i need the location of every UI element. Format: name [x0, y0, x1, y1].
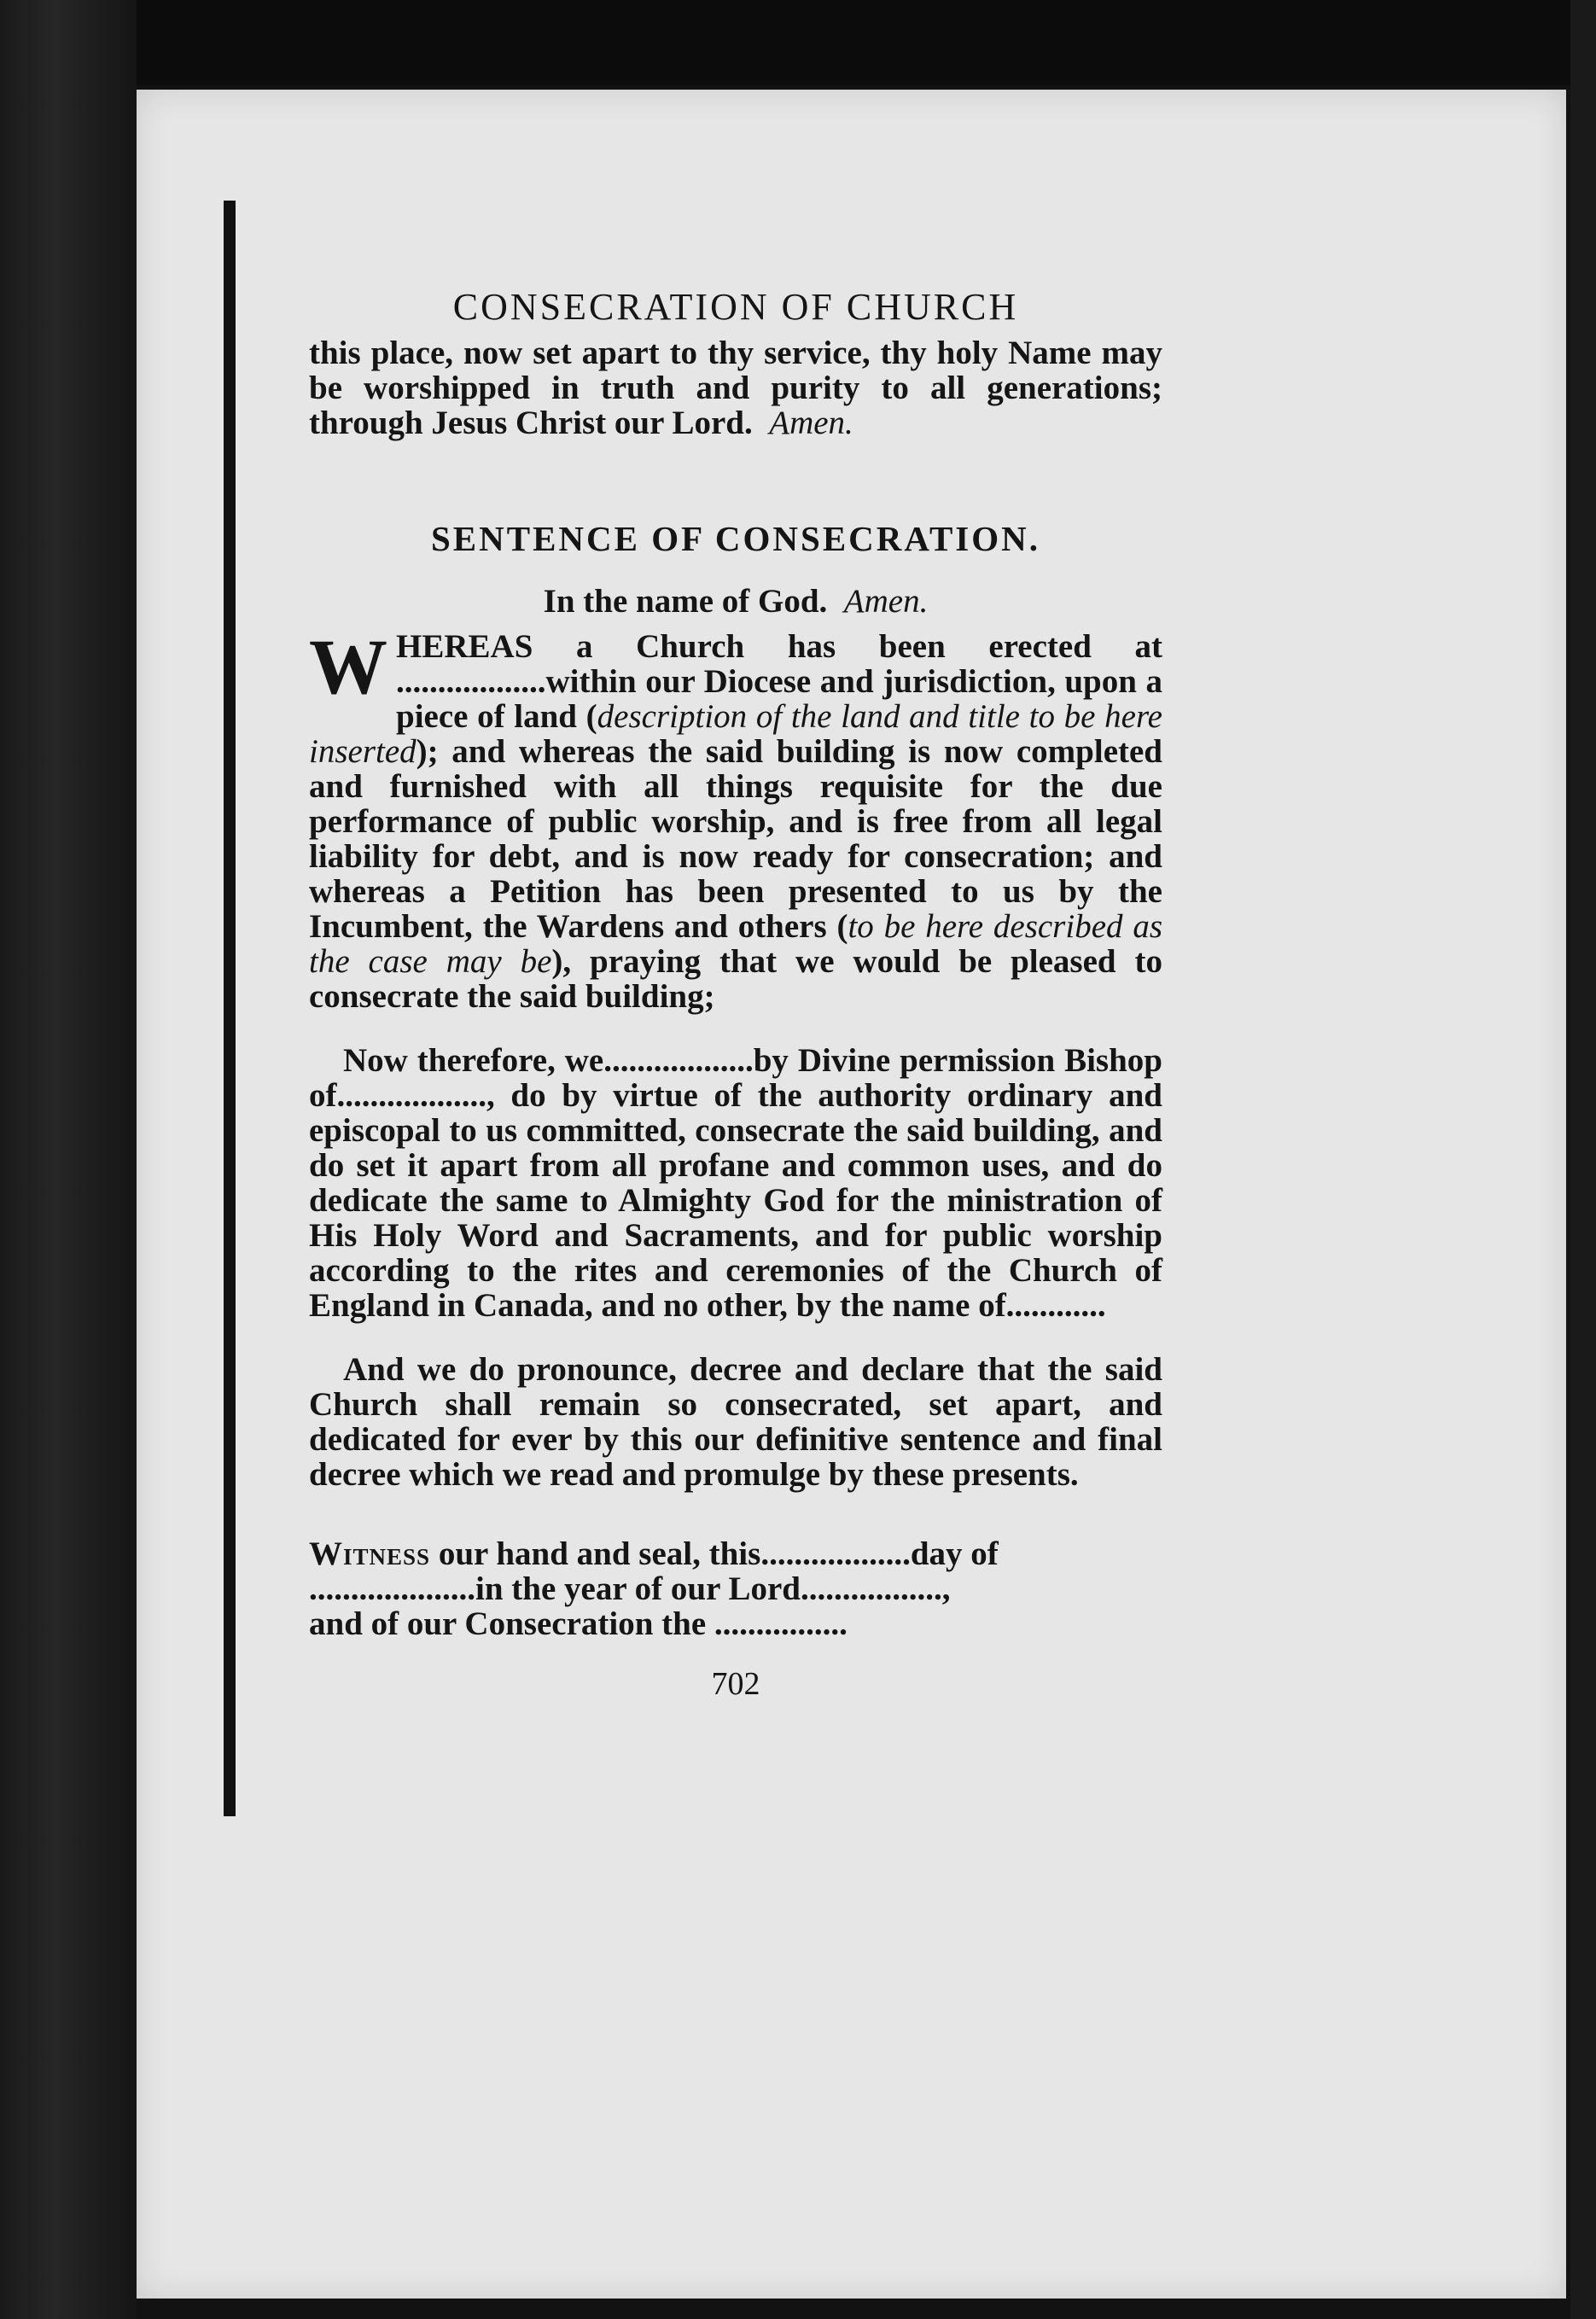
- whereas-text-b: ); and whereas the said building is now completed and furnished with all things requisite for the due performance of public worship, and is free from all legal liability for debt, and is now ready for consecration; and whereas a Petition has been presented to us by the Incumbent, the Wardens and others (: [309, 733, 1162, 945]
- invocation-text: In the name of God.: [543, 583, 828, 620]
- pronounce-paragraph: And we do pronounce, decree and declare that the said Church shall remain so consecrated, set apart, and dedicated for ever by this our definitive sentence and final decree which we read and promulge by these presents.: [309, 1351, 1162, 1493]
- witness-line-3: and of our Consecration the ................: [309, 1605, 848, 1642]
- running-head: CONSECRATION OF CHURCH: [452, 286, 1019, 328]
- page-number: 702: [711, 1666, 760, 1702]
- opening-amen: Amen.: [769, 405, 853, 441]
- whereas-italic-description: description of the land and title to be here inserted: [309, 698, 1162, 770]
- witness-block: [309, 1536, 1162, 1641]
- section-title: SENTENCE OF CONSECRATION.: [430, 519, 1041, 558]
- witness-line-1: [309, 1536, 1162, 1571]
- invocation: [309, 584, 1162, 619]
- whereas-text-c: ), praying that we would be pleased to consecrate the said building;: [309, 943, 1162, 1015]
- whereas-text-a: HEREAS a Church has been erected at ..................within our Diocese and jurisdiction, upon a piece of land (: [396, 628, 1162, 735]
- opening-paragraph: [309, 335, 1162, 440]
- now-therefore-paragraph: Now therefore, we..................by Divine permission Bishop of.................., do by virtue of the authority ordinary and episcopal to us committed, consecrate the said building, and do set it apart from all profane and common uses, and do dedicate the same to Almighty God for the ministration of His Holy Word and Sacraments, and for public worship according to the rites and ceremonies of the Church of England in Canada, and no other, by the name of............: [309, 1042, 1162, 1324]
- opening-text: this place, now set apart to thy service, thy holy Name may be worshipped in truth and purity to all generations; through Jesus Christ our Lord.: [309, 335, 1162, 441]
- scan-border-top: [0, 0, 1596, 85]
- page-content: [309, 192, 1162, 1702]
- witness-line-2: ....................in the year of our Lord.................,: [309, 1570, 951, 1607]
- invocation-amen: Amen.: [843, 583, 929, 620]
- scan-border-left: [0, 0, 137, 2319]
- drop-cap: W: [309, 623, 387, 710]
- whereas-paragraph: [309, 623, 1162, 1015]
- witness-line-1-text: our hand and seal, this..................day of: [438, 1535, 999, 1572]
- margin-rule: [224, 201, 236, 1816]
- witness-lead: Witness: [309, 1535, 431, 1572]
- whereas-italic-described: to be here described as the case may be: [309, 908, 1162, 980]
- scan-border-right: [1570, 0, 1596, 2319]
